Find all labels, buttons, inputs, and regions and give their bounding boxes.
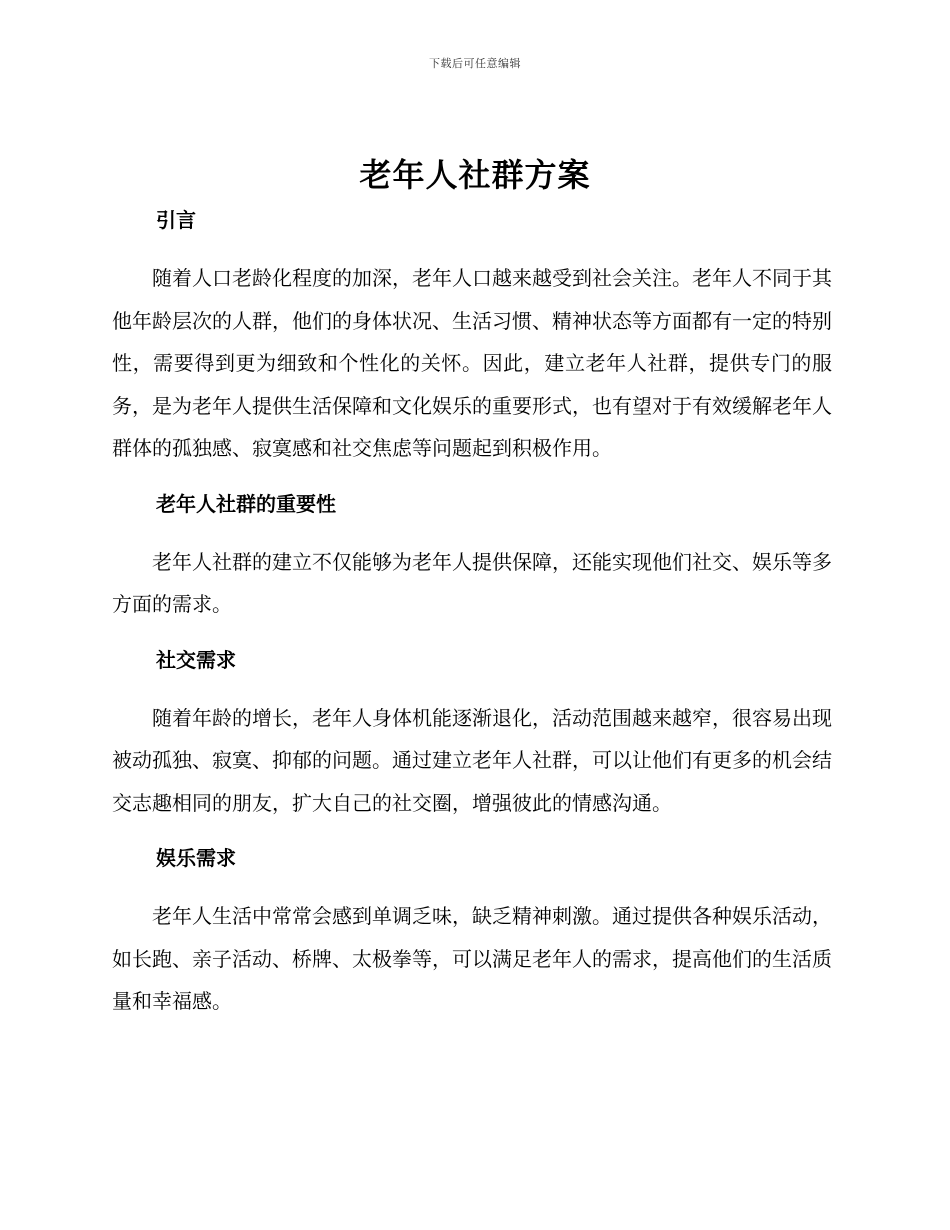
section-paragraph: 老年人生活中常常会感到单调乏味，缺乏精神刺激。通过提供各种娱乐活动，如长跑、亲子活动、桥牌、太极拳等，可以满足老年人的需求，提高他们的生活质量和幸福感。 [112, 904, 832, 1013]
section-social-needs [112, 645, 832, 844]
section-paragraph: 随着年龄的增长，老年人身体机能逐渐退化，活动范围越来越窄，很容易出现被动孤独、寂寞、抑郁的问题。通过建立老年人社群，可以让他们有更多的机会结交志趣相同的朋友，扩大自己的社交圈，增强彼此的情感沟通。 [112, 705, 832, 815]
section-importance [112, 489, 832, 645]
section-introduction [112, 205, 832, 489]
section-heading: 老年人社群的重要性 [156, 491, 336, 516]
section-heading: 娱乐需求 [156, 846, 236, 870]
section-paragraph: 老年人社群的建立不仅能够为老年人提供保障，还能实现他们社交、娱乐等多方面的需求。 [112, 549, 832, 616]
section-entertainment-needs [112, 843, 832, 1023]
document-title: 老年人社群方案 [359, 156, 591, 194]
page-header: 下载后可任意编辑 [429, 57, 521, 70]
section-heading: 引言 [156, 208, 196, 232]
section-paragraph: 随着人口老龄化程度的加深，老年人口越来越受到社会关注。老年人不同于其他年龄层次的人群，他们的身体状况、生活习惯、精神状态等方面都有一定的特别性，需要得到更为细致和个性化的关怀。因此，建立老年人社群，提供专门的服务，是为老年人提供生活保障和文化娱乐的重要形式，也有望对于有效缓解老年人群体的孤独感、寂寞感和社交焦虑等问题起到积极作用。 [112, 266, 832, 460]
section-heading: 社交需求 [156, 647, 236, 672]
document-body [112, 205, 832, 1023]
